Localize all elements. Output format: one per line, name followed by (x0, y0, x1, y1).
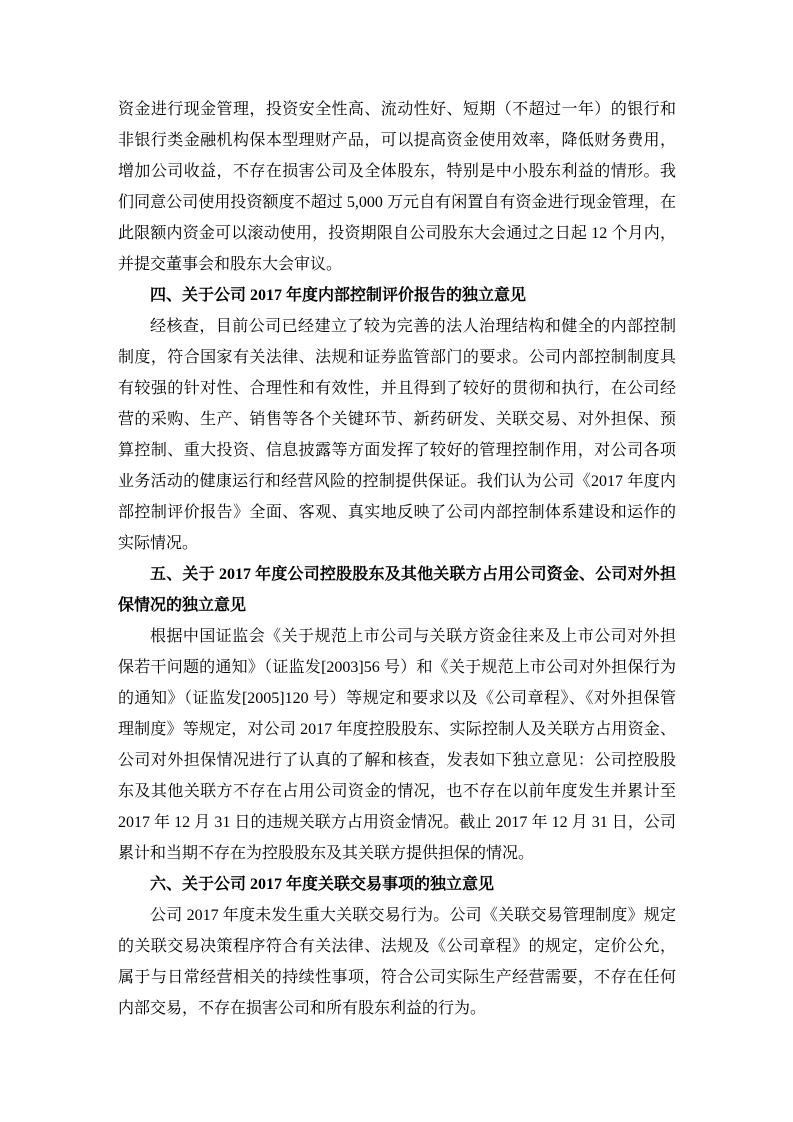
paragraph-related-transactions-opinion: 公司 2017 年度未发生重大关联交易行为。公司《关联交易管理制度》规定的关联交易决策程序符合有关法律、法规及《公司章程》的规定，定价公允，属于与日常经营相关的持续性事项，符合公司实际生产经营需要，不存在任何内部交易，不存在损害公司和所有股东利益的行为。 (118, 907, 676, 1017)
section-heading-4-internal-control: 四、关于公司 2017 年度内部控制评价报告的独立意见 (150, 287, 527, 304)
section-heading-6-related-transactions: 六、关于公司 2017 年度关联交易事项的独立意见 (150, 876, 495, 893)
paragraph-continuation: 资金进行现金管理，投资安全性高、流动性好、短期（不超过一年）的银行和非银行类金融机构保本型理财产品，可以提高资金使用效率，降低财务费用，增加公司收益，不存在损害公司及全体股东，特别是中小股东利益的情形。我们同意公司使用投资额度不超过 5,000 万元自有闲置自有资金进行现金管理，在此限额内资金可以滚动使用，投资期限自公司股东大会通过之日起 12 个月内，并提交董事会和股东大会审议。 (118, 101, 676, 273)
section-heading-5-fund-occupation-guarantee: 五、关于 2017 年度公司控股股东及其他关联方占用公司资金、公司对外担保情况的独立意见 (118, 566, 676, 614)
paragraph-fund-occupation-opinion: 根据中国证监会《关于规范上市公司与关联方资金往来及上市公司对外担保若干问题的通知》（证监发[2003]56 号）和《关于规范上市公司对外担保行为的通知》（证监发[2005]120 号）等规定和要求以及《公司章程》、《对外担保管理制度》等规定，对公司 2017 年度控股股东、实际控制人及关联方占用资金、 公司对外担保情况进行了认真的了解和核查，发表如下独立意见：公司控股股东及其他关联方不存在占用公司资金的情况，也不存在以前年度发生并累计至 2017 年 12 月 31 日的违规关联方占用资金情况。截止 2017 年 12 月 31 日，公司累计和当期不存在为控股股东及其关联方提供担保的情况。 (118, 628, 676, 862)
paragraph-internal-control-opinion: 经核查，目前公司已经建立了较为完善的法人治理结构和健全的内部控制制度，符合国家有关法律、法规和证券监管部门的要求。公司内部控制制度具有较强的针对性、合理性和有效性，并且得到了较好的贯彻和执行，在公司经营的采购、生产、销售等各个关键环节、新药研发、关联交易、对外担保、预算控制、重大投资、信息披露等方面发挥了较好的管理控制作用，对公司各项业务活动的健康运行和经营风险的控制提供保证。我们认为公司《2017 年度内部控制评价报告》全面、客观、真实地反映了公司内部控制体系建设和运作的实际情况。 (118, 318, 676, 552)
